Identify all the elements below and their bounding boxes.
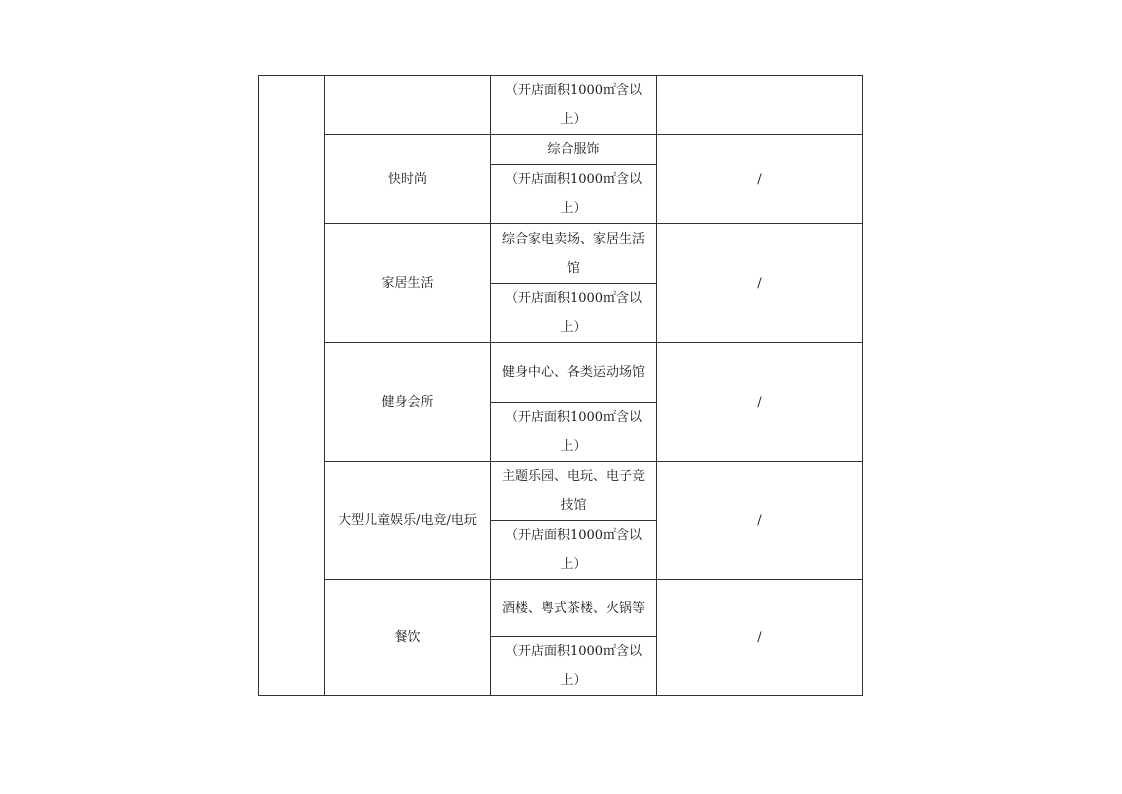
value-cell: / — [657, 224, 863, 343]
value-cell: / — [657, 135, 863, 224]
table-row — [259, 462, 863, 521]
value-cell — [657, 76, 863, 135]
value-cell: / — [657, 462, 863, 580]
type-cell: 主题乐园、电玩、电子竞技馆 — [491, 462, 657, 521]
type-cell: 综合家电卖场、家居生活馆 — [491, 224, 657, 284]
category-cell: 健身会所 — [325, 343, 491, 462]
area-note-cell: （开店面积1000㎡含以上） — [491, 403, 657, 462]
category-cell: 大型儿童娱乐/电竞/电玩 — [325, 462, 491, 580]
area-note-cell: （开店面积1000㎡含以上） — [491, 284, 657, 343]
type-cell: 健身中心、各类运动场馆 — [491, 343, 657, 403]
value-cell: / — [657, 580, 863, 696]
business-type-table — [258, 75, 863, 696]
category-cell — [325, 76, 491, 135]
type-cell: 综合服饰 — [491, 135, 657, 165]
merged-blank-cell — [259, 76, 325, 696]
area-note-cell: （开店面积1000㎡含以上） — [491, 165, 657, 224]
table-row — [259, 224, 863, 284]
table-row — [259, 76, 863, 135]
category-cell: 餐饮 — [325, 580, 491, 696]
table-row — [259, 580, 863, 637]
table-row — [259, 135, 863, 165]
area-note-cell: （开店面积1000㎡含以上） — [491, 76, 657, 135]
value-cell: / — [657, 343, 863, 462]
type-cell: 酒楼、粤式茶楼、火锅等 — [491, 580, 657, 637]
category-cell: 家居生活 — [325, 224, 491, 343]
category-cell: 快时尚 — [325, 135, 491, 224]
area-note-cell: （开店面积1000㎡含以上） — [491, 521, 657, 580]
table-row — [259, 343, 863, 403]
area-note-cell: （开店面积1000㎡含以上） — [491, 637, 657, 696]
